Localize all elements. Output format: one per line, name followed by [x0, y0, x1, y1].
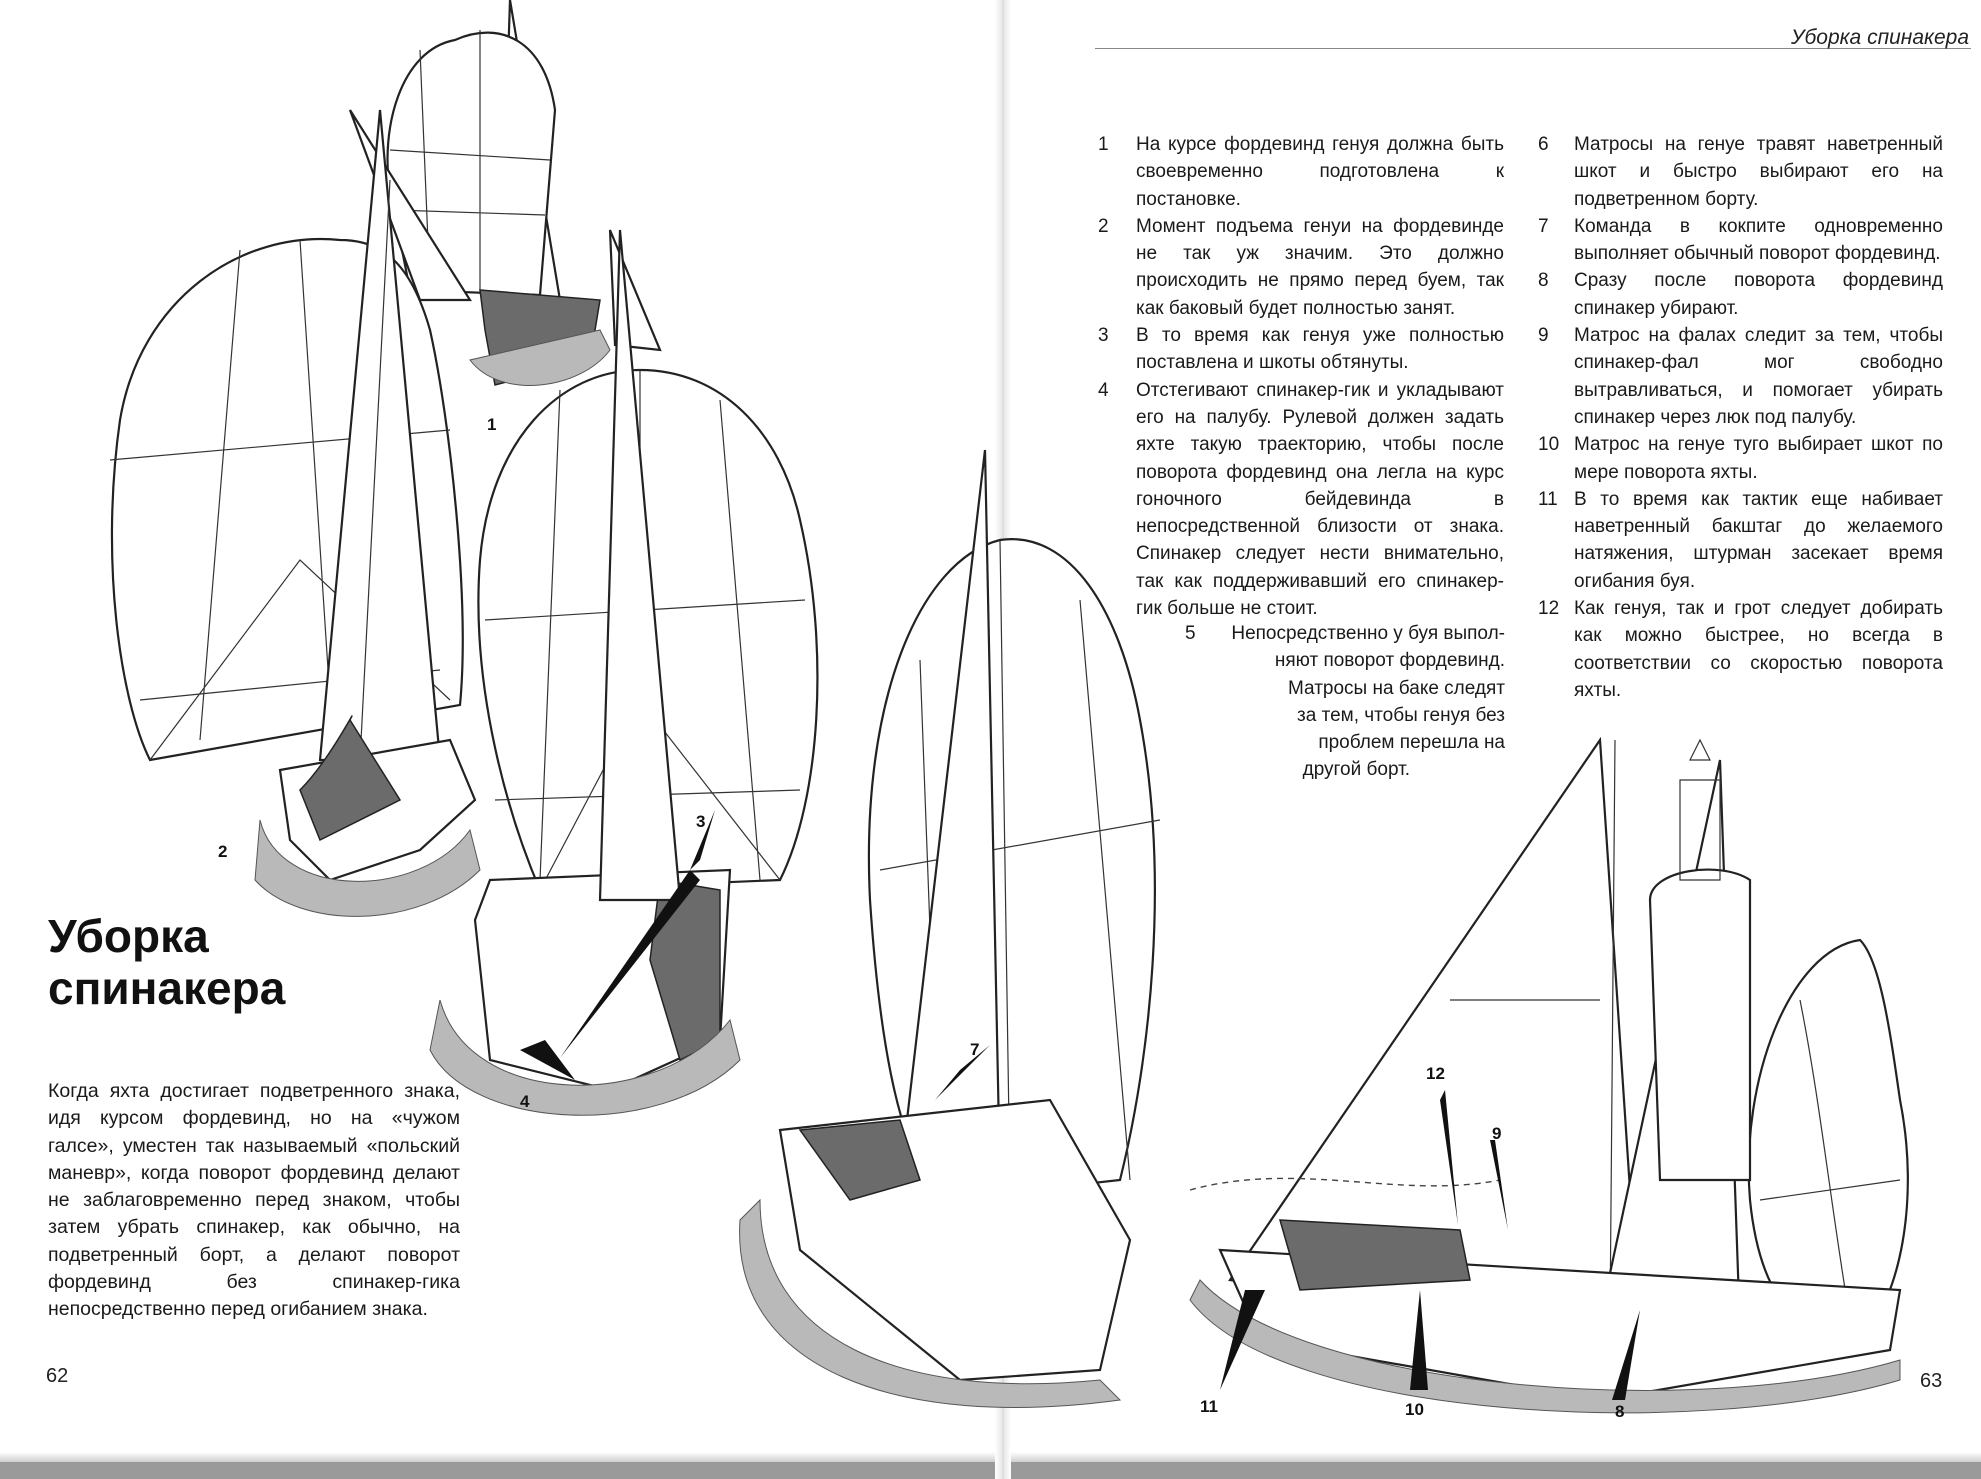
- page-number-right: 63: [1920, 1370, 1943, 1392]
- title-line-1: Уборка: [48, 910, 209, 962]
- callout-10: 10: [1405, 1400, 1424, 1419]
- page-title: [48, 910, 285, 1014]
- callout-9: 9: [1492, 1124, 1502, 1143]
- list-item: 7 Команда в кокпите одновременно выполняет обычный поворот фордевинд.: [1538, 215, 1943, 265]
- callout-8: 8: [1615, 1402, 1625, 1421]
- list-item: 2 Момент подъема генуи на фордевинде не так уж значим. Это должно происходить не прямо перед буем, так как баковый будет полностью занят.: [1098, 215, 1504, 319]
- list-item: 9 Матрос на фалах следит за тем, чтобы спинакер-фал мог свободно вытравливаться, и помогает убирать спинакер через люк под палубу.: [1538, 325, 1943, 428]
- callout-3: 3: [696, 812, 706, 831]
- callout-2: 2: [218, 842, 228, 861]
- list-item: 8 Сразу после поворота фордевинд спинакер убирают.: [1538, 270, 1943, 319]
- steps-list-right: [1538, 131, 1943, 704]
- callout-11: 11: [1200, 1397, 1218, 1416]
- list-item: 1 На курсе фордевинд генуя должна быть своевременно подготовлена к постановке.: [1098, 134, 1504, 210]
- callout-7: 7: [970, 1040, 980, 1059]
- running-head: Уборка спинакера: [1791, 26, 1969, 49]
- callout-1: 1: [487, 415, 497, 434]
- list-item: 10 Матрос на генуе туго выбирает шкот по мере поворота яхты.: [1538, 434, 1943, 483]
- intro-paragraph: Когда яхта достигает подветренного знака, идя курсом фордевинд, но на «чужом галсе», уместен так называемый «польский маневр», когда поворот фордевинд делают не заблаговременно перед знаком, чтобы затем убрать спинакер, как обычно, на подветренный борт, а делают поворот фордевинд без спинакер-гика непосредственно перед огибанием знака.: [48, 1080, 460, 1321]
- title-line-2: спинакера: [48, 962, 286, 1014]
- steps-list-left: [1098, 131, 1504, 622]
- callout-12: 12: [1426, 1064, 1445, 1083]
- page-number-left: 62: [46, 1365, 69, 1387]
- list-item: 12 Как генуя, так и грот следует добирать как можно быстрее, но всегда в соответствии со скоростью поворота яхты.: [1538, 598, 1943, 701]
- list-item: 4 Отстегивают спинакер-гик и укладывают его на палубу. Рулевой должен задать яхте такую траекторию, чтобы после поворота фордевинд она легла на курс гоночного бейдевинда в непосредственной близости от знака. Спинакер следует нести внимательно, так как поддерживавший его спинакер-гик больше не стоит.: [1098, 379, 1504, 620]
- list-item: 6 Матросы на генуе травят наветренный шкот и быстро выбирают его на подветренном борту.: [1538, 134, 1943, 210]
- list-item: 3 В то время как генуя уже полностью поставлена и шкоты обтянуты.: [1098, 325, 1504, 374]
- list-item: 11 В то время как тактик еще набивает наветренный бакштаг до желаемого натяжения, штурман засекает время огибания буя.: [1538, 488, 1943, 592]
- callout-4: 4: [520, 1092, 530, 1111]
- yacht-5: [1190, 740, 1908, 1413]
- step-5: 5 Непосредственно у буя выпол- няют поворот фордевинд. Матросы на баке следят за тем, чтобы генуя без проблем перешла на другой борт.: [1185, 623, 1505, 781]
